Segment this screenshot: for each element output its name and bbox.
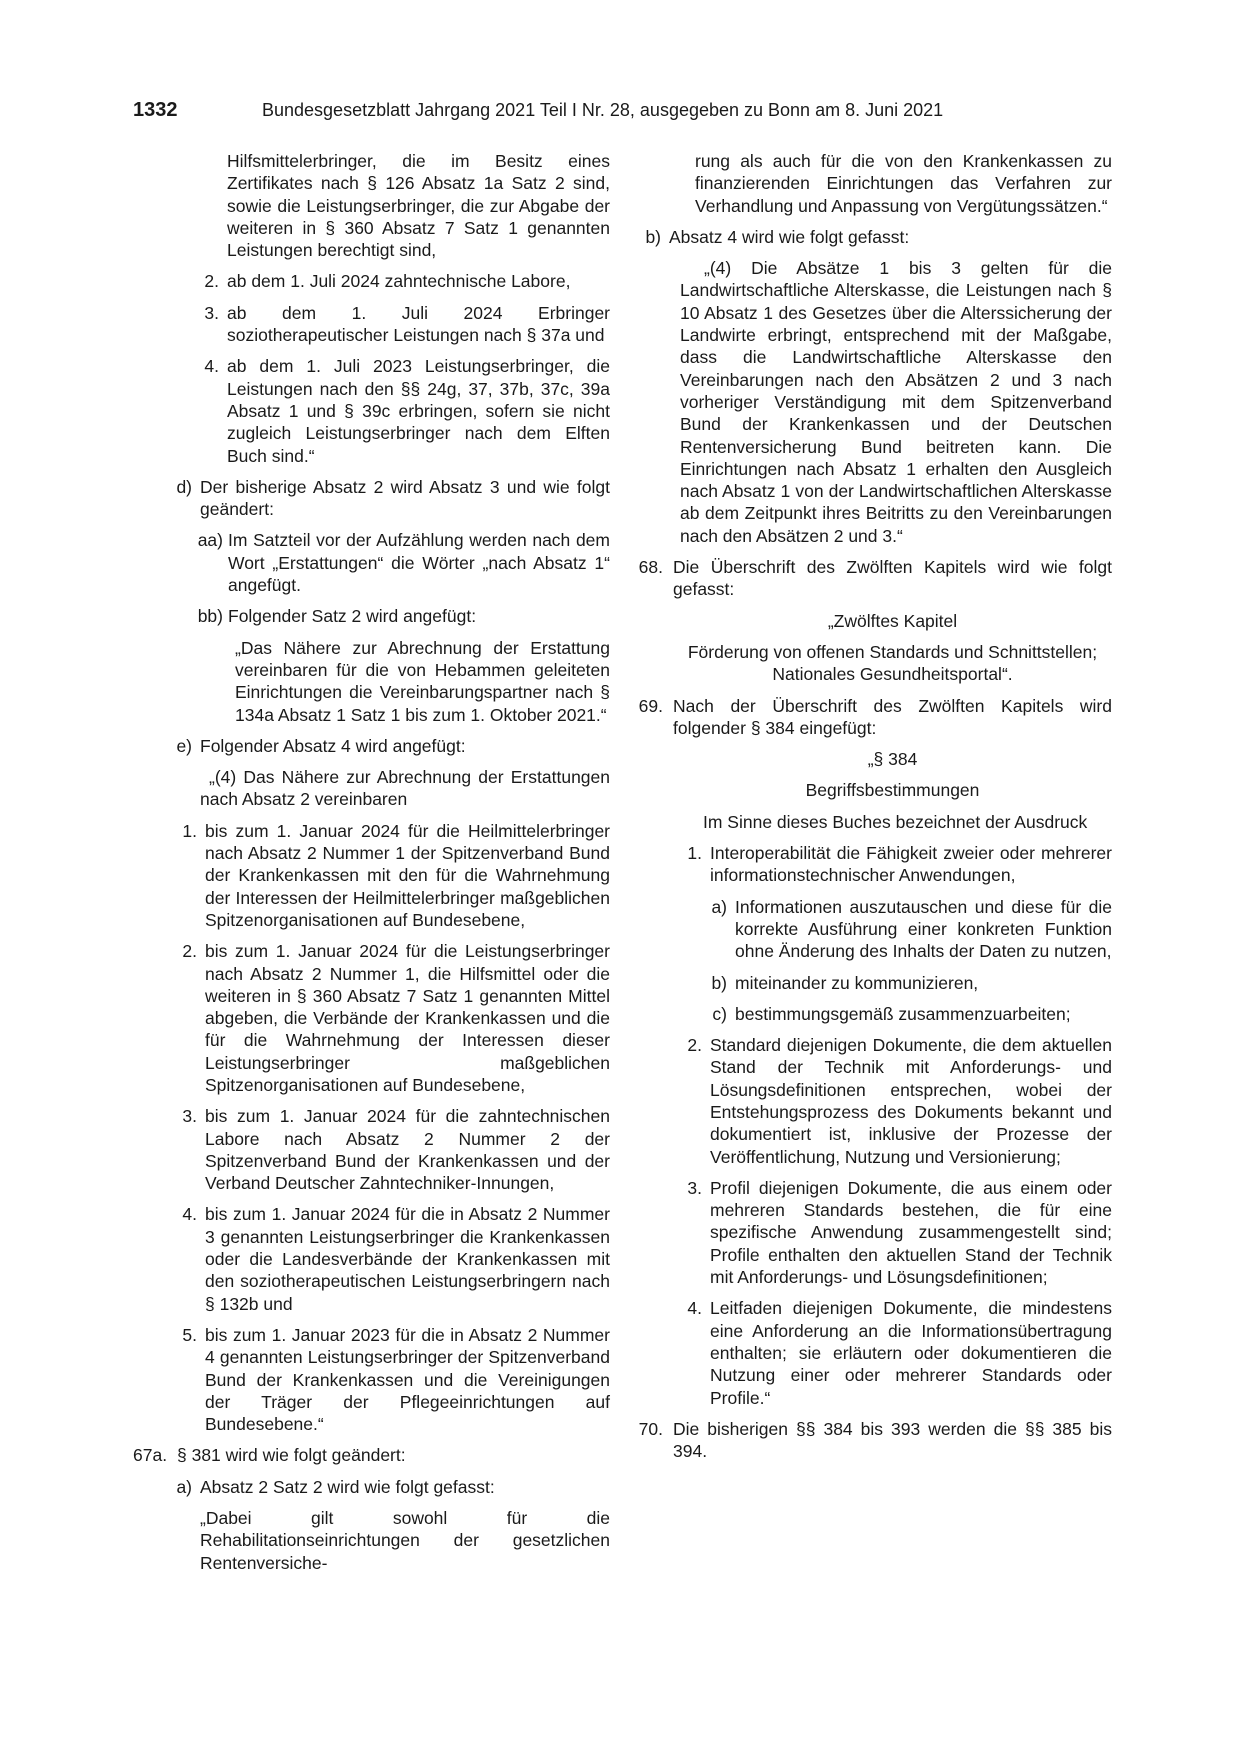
list-item bbox=[632, 1297, 1112, 1408]
item-text: ab dem 1. Juli 2024 zahntechnische Labore, bbox=[227, 271, 571, 292]
item-text: bestimmungsgemäß zusammenzuarbeiten; bbox=[735, 1003, 1071, 1024]
item-label: 5. bbox=[182, 1324, 197, 1345]
item-label: 2. bbox=[687, 1035, 702, 1056]
list-item bbox=[133, 820, 610, 931]
list-item bbox=[133, 1324, 610, 1435]
item-text: ab dem 1. Juli 2023 Leistungserbringer, die Leistungen nach den §§ 24g, 37, 37b, 37c, 39a Absatz 1 und § 39c erbringen, sofern sie nicht zugleich Leistungserbringer nach dem Elften Buch sind.“ bbox=[227, 356, 610, 466]
right-column bbox=[632, 150, 1112, 1462]
list-item bbox=[632, 896, 1112, 963]
chapter-title: „Zwölftes Kapitel bbox=[827, 610, 958, 631]
list-item bbox=[133, 735, 610, 757]
item-text: bis zum 1. Januar 2023 für die in Absatz 2 Nummer 4 genannten Leistungserbringer der Spitzenverband Bund der Krankenkassen und die Vereinigungen der Träger der Pflegeeinrichtungen auf Bundesebene.“ bbox=[205, 1324, 610, 1435]
item-text: Folgender Satz 2 wird angefügt: bbox=[228, 606, 477, 627]
item-text: Absatz 2 Satz 2 wird wie folgt gefasst: bbox=[200, 1476, 495, 1497]
item-label: e) bbox=[176, 735, 192, 756]
paragraph: Im Sinne dieses Buches bezeichnet der Ausdruck bbox=[703, 811, 1088, 832]
item-label: 4. bbox=[687, 1298, 702, 1319]
item-label: 1. bbox=[182, 820, 197, 841]
item-label: 2. bbox=[204, 271, 219, 292]
list-item bbox=[133, 940, 610, 1096]
list-item bbox=[133, 270, 610, 292]
item-text: Interoperabilität die Fähigkeit zweier oder mehrerer informationstechnischer Anwendungen, bbox=[710, 843, 1112, 886]
list-item bbox=[133, 1476, 610, 1498]
item-label: 4. bbox=[204, 356, 219, 377]
item-text: Folgender Absatz 4 wird angefügt: bbox=[200, 735, 466, 756]
list-item bbox=[632, 972, 1112, 994]
list-item bbox=[133, 1105, 610, 1194]
list-item bbox=[632, 556, 1112, 601]
item-text: Der bisherige Absatz 2 wird Absatz 3 und wie folgt geändert: bbox=[200, 476, 610, 520]
item-text: Nach der Überschrift des Zwölften Kapitels wird folgender § 384 eingefügt: bbox=[673, 695, 1112, 738]
left-column bbox=[133, 150, 610, 1574]
item-text: ab dem 1. Juli 2024 Erbringer soziotherapeutischer Leistungen nach § 37a und bbox=[227, 302, 610, 346]
item-label: 2. bbox=[182, 941, 197, 962]
item-text: Die bisherigen §§ 384 bis 393 werden die §§ 385 bis 394. bbox=[673, 1418, 1112, 1462]
item-label: 3. bbox=[687, 1177, 702, 1198]
item-label: a) bbox=[176, 1476, 192, 1497]
item-text: bis zum 1. Januar 2024 für die zahntechnischen Labore nach Absatz 2 Nummer 2 der Spitzenverband Bund der Krankenkassen und der Verband Deutscher Zahntechniker-Innungen, bbox=[205, 1106, 610, 1194]
quote-paragraph: „(4) Die Absätze 1 bis 3 gelten für die Landwirtschaftliche Alterskasse, die Leistungen nach § 10 Absatz 1 des Gesetzes über die Alterssicherung der Landwirte erbringt, entsprechend mit der Maßgabe, dass die Landwirtschaftliche Alterskasse den Vereinbarungen nach den Absätzen 2 und 3 nach vorheriger Verständigung mit dem Spitzenverband Bund der Krankenkassen und der Deutschen Rentenversicherung Bund beitreten kann. Die Einrichtungen nach Absatz 1 erhalten den Ausgleich nach Absatz 1 von der Landwirtschaftlichen Alterskasse ab dem Zeitpunkt ihres Beitritts zu den Vereinbarungen nach den Absätzen 2 und 3.“ bbox=[680, 258, 1112, 546]
list-item bbox=[133, 605, 610, 627]
item-label: d) bbox=[176, 476, 192, 497]
page-header-title: Bundesgesetzblatt Jahrgang 2021 Teil I Nr. 28, ausgegeben zu Bonn am 8. Juni 2021 bbox=[262, 100, 944, 120]
paragraph: Hilfsmittelerbringer, die im Besitz eines Zertifikates nach § 126 Absatz 1a Satz 2 sind, sowie die Leistungserbringer, die zur Abgabe der weiteren in § 360 Absatz 7 Satz 1 genannten Leistungen berechtigt sind, bbox=[227, 151, 610, 261]
item-text: Die Überschrift des Zwölften Kapitels wird wie folgt gefasst: bbox=[673, 557, 1112, 600]
list-item bbox=[632, 842, 1112, 887]
item-text: Im Satzteil vor der Aufzählung werden nach dem Wort „Erstattungen“ die Wörter „nach Absatz 1“ angefügt. bbox=[228, 530, 610, 596]
item-text: bis zum 1. Januar 2024 für die in Absatz 2 Nummer 3 genannten Leistungserbringer die Krankenkassen oder die Landesverbände der Krankenkassen mit den soziotherapeutischen Leistungserbringern nach § 132b und bbox=[205, 1204, 610, 1314]
paragraph-title: Begriffsbestimmungen bbox=[805, 780, 980, 801]
list-item bbox=[632, 1177, 1112, 1288]
item-label: b) bbox=[645, 226, 661, 247]
quote-paragraph: „Das Nähere zur Abrechnung der Erstattung vereinbaren für die von Hebammen geleiteten Einrichtungen die Vereinbarungspartner nach § 134a Absatz 1 Satz 1 bis zum 1. Oktober 2021.“ bbox=[235, 637, 610, 725]
item-label: b) bbox=[711, 972, 727, 993]
item-label: aa) bbox=[197, 530, 223, 551]
item-text: miteinander zu kommunizieren, bbox=[735, 972, 979, 993]
item-label: 69. bbox=[638, 695, 663, 716]
item-label: 67a. bbox=[133, 1445, 168, 1466]
item-label: a) bbox=[711, 896, 727, 917]
list-item bbox=[133, 476, 610, 521]
paragraph: rung als auch für die von den Krankenkassen zu finanzierenden Einrichtungen das Verfahren zur Verhandlung und Anpassung von Vergütungssätzen.“ bbox=[695, 151, 1112, 216]
list-item bbox=[133, 1444, 610, 1466]
item-label: 3. bbox=[204, 302, 219, 323]
page-number: 1332 bbox=[133, 99, 178, 121]
item-text: Informationen auszutauschen und diese für die korrekte Ausführung einer konkreten Funktion ohne Änderung des Inhalts der Daten zu nutzen, bbox=[735, 896, 1112, 962]
quote-paragraph: „Dabei gilt sowohl für die Rehabilitationseinrichtungen der gesetzlichen Rentenversiche- bbox=[200, 1508, 610, 1573]
paragraph-number: „§ 384 bbox=[867, 749, 918, 770]
item-label: 4. bbox=[182, 1204, 197, 1225]
list-item bbox=[632, 1418, 1112, 1463]
item-text: Leitfaden diejenigen Dokumente, die mindestens eine Anforderung an die Informationsübertragung enthalten; sie erläutern oder dokumentieren die Nutzung einer oder mehrerer Standards oder Profile.“ bbox=[710, 1298, 1112, 1408]
item-label: bb) bbox=[197, 606, 223, 627]
list-item bbox=[632, 226, 1112, 248]
item-text: § 381 wird wie folgt geändert: bbox=[177, 1445, 406, 1466]
item-label: 68. bbox=[638, 557, 663, 578]
item-label: 3. bbox=[182, 1106, 197, 1127]
item-label: 70. bbox=[638, 1418, 663, 1439]
item-label: c) bbox=[712, 1003, 727, 1024]
item-text: Standard diejenigen Dokumente, die dem aktuellen Stand der Technik mit Anforderungs- und Lösungsdefinitionen entsprechen, wobei der Entstehungsprozess des Dokuments bekannt und dokumentiert ist, inklusive der Prozesse der Veröffentlichung, Nutzung und Versionierung; bbox=[710, 1035, 1112, 1167]
list-item bbox=[632, 1003, 1112, 1025]
item-label: 1. bbox=[687, 843, 702, 864]
list-item bbox=[133, 529, 610, 596]
list-item bbox=[133, 302, 610, 347]
item-text: Absatz 4 wird wie folgt gefasst: bbox=[669, 226, 910, 247]
item-text: bis zum 1. Januar 2024 für die Heilmittelerbringer nach Absatz 2 Nummer 1 der Spitzenverband Bund der Krankenkassen mit den für die Wahrnehmung der Interessen der Heilmittelerbringer maßgeblichen Spitzenorganisationen auf Bundesebene, bbox=[205, 820, 610, 930]
list-item bbox=[632, 1034, 1112, 1168]
list-item bbox=[632, 695, 1112, 740]
item-text: Profil diejenigen Dokumente, die aus einem oder mehreren Standards bestehen, die für eine spezifische Anwendung zusammengestellt sind; Profile enthalten den aktuellen Stand der Technik mit Anforderungs- und Lösungsdefinitionen; bbox=[710, 1177, 1112, 1288]
list-item bbox=[133, 1203, 610, 1314]
item-text: bis zum 1. Januar 2024 für die Leistungserbringer nach Absatz 2 Nummer 1, die Hilfsmittel oder die weiteren in § 360 Absatz 7 Satz 1 genannten Mittel abgeben, die Verbände der Krankenkassen und die für die Wahrnehmung der Interessen dieser Leistungserbringer maßgeblichen Spitzenorganisationen auf Bundesebene, bbox=[205, 941, 610, 1095]
list-item bbox=[133, 355, 610, 466]
chapter-subtitle: Förderung von offenen Standards und Schnittstellen; Nationales Gesundheitsportal“. bbox=[687, 641, 1098, 685]
quote-paragraph: „(4) Das Nähere zur Abrechnung der Erstattungen nach Absatz 2 vereinbaren bbox=[200, 767, 610, 810]
